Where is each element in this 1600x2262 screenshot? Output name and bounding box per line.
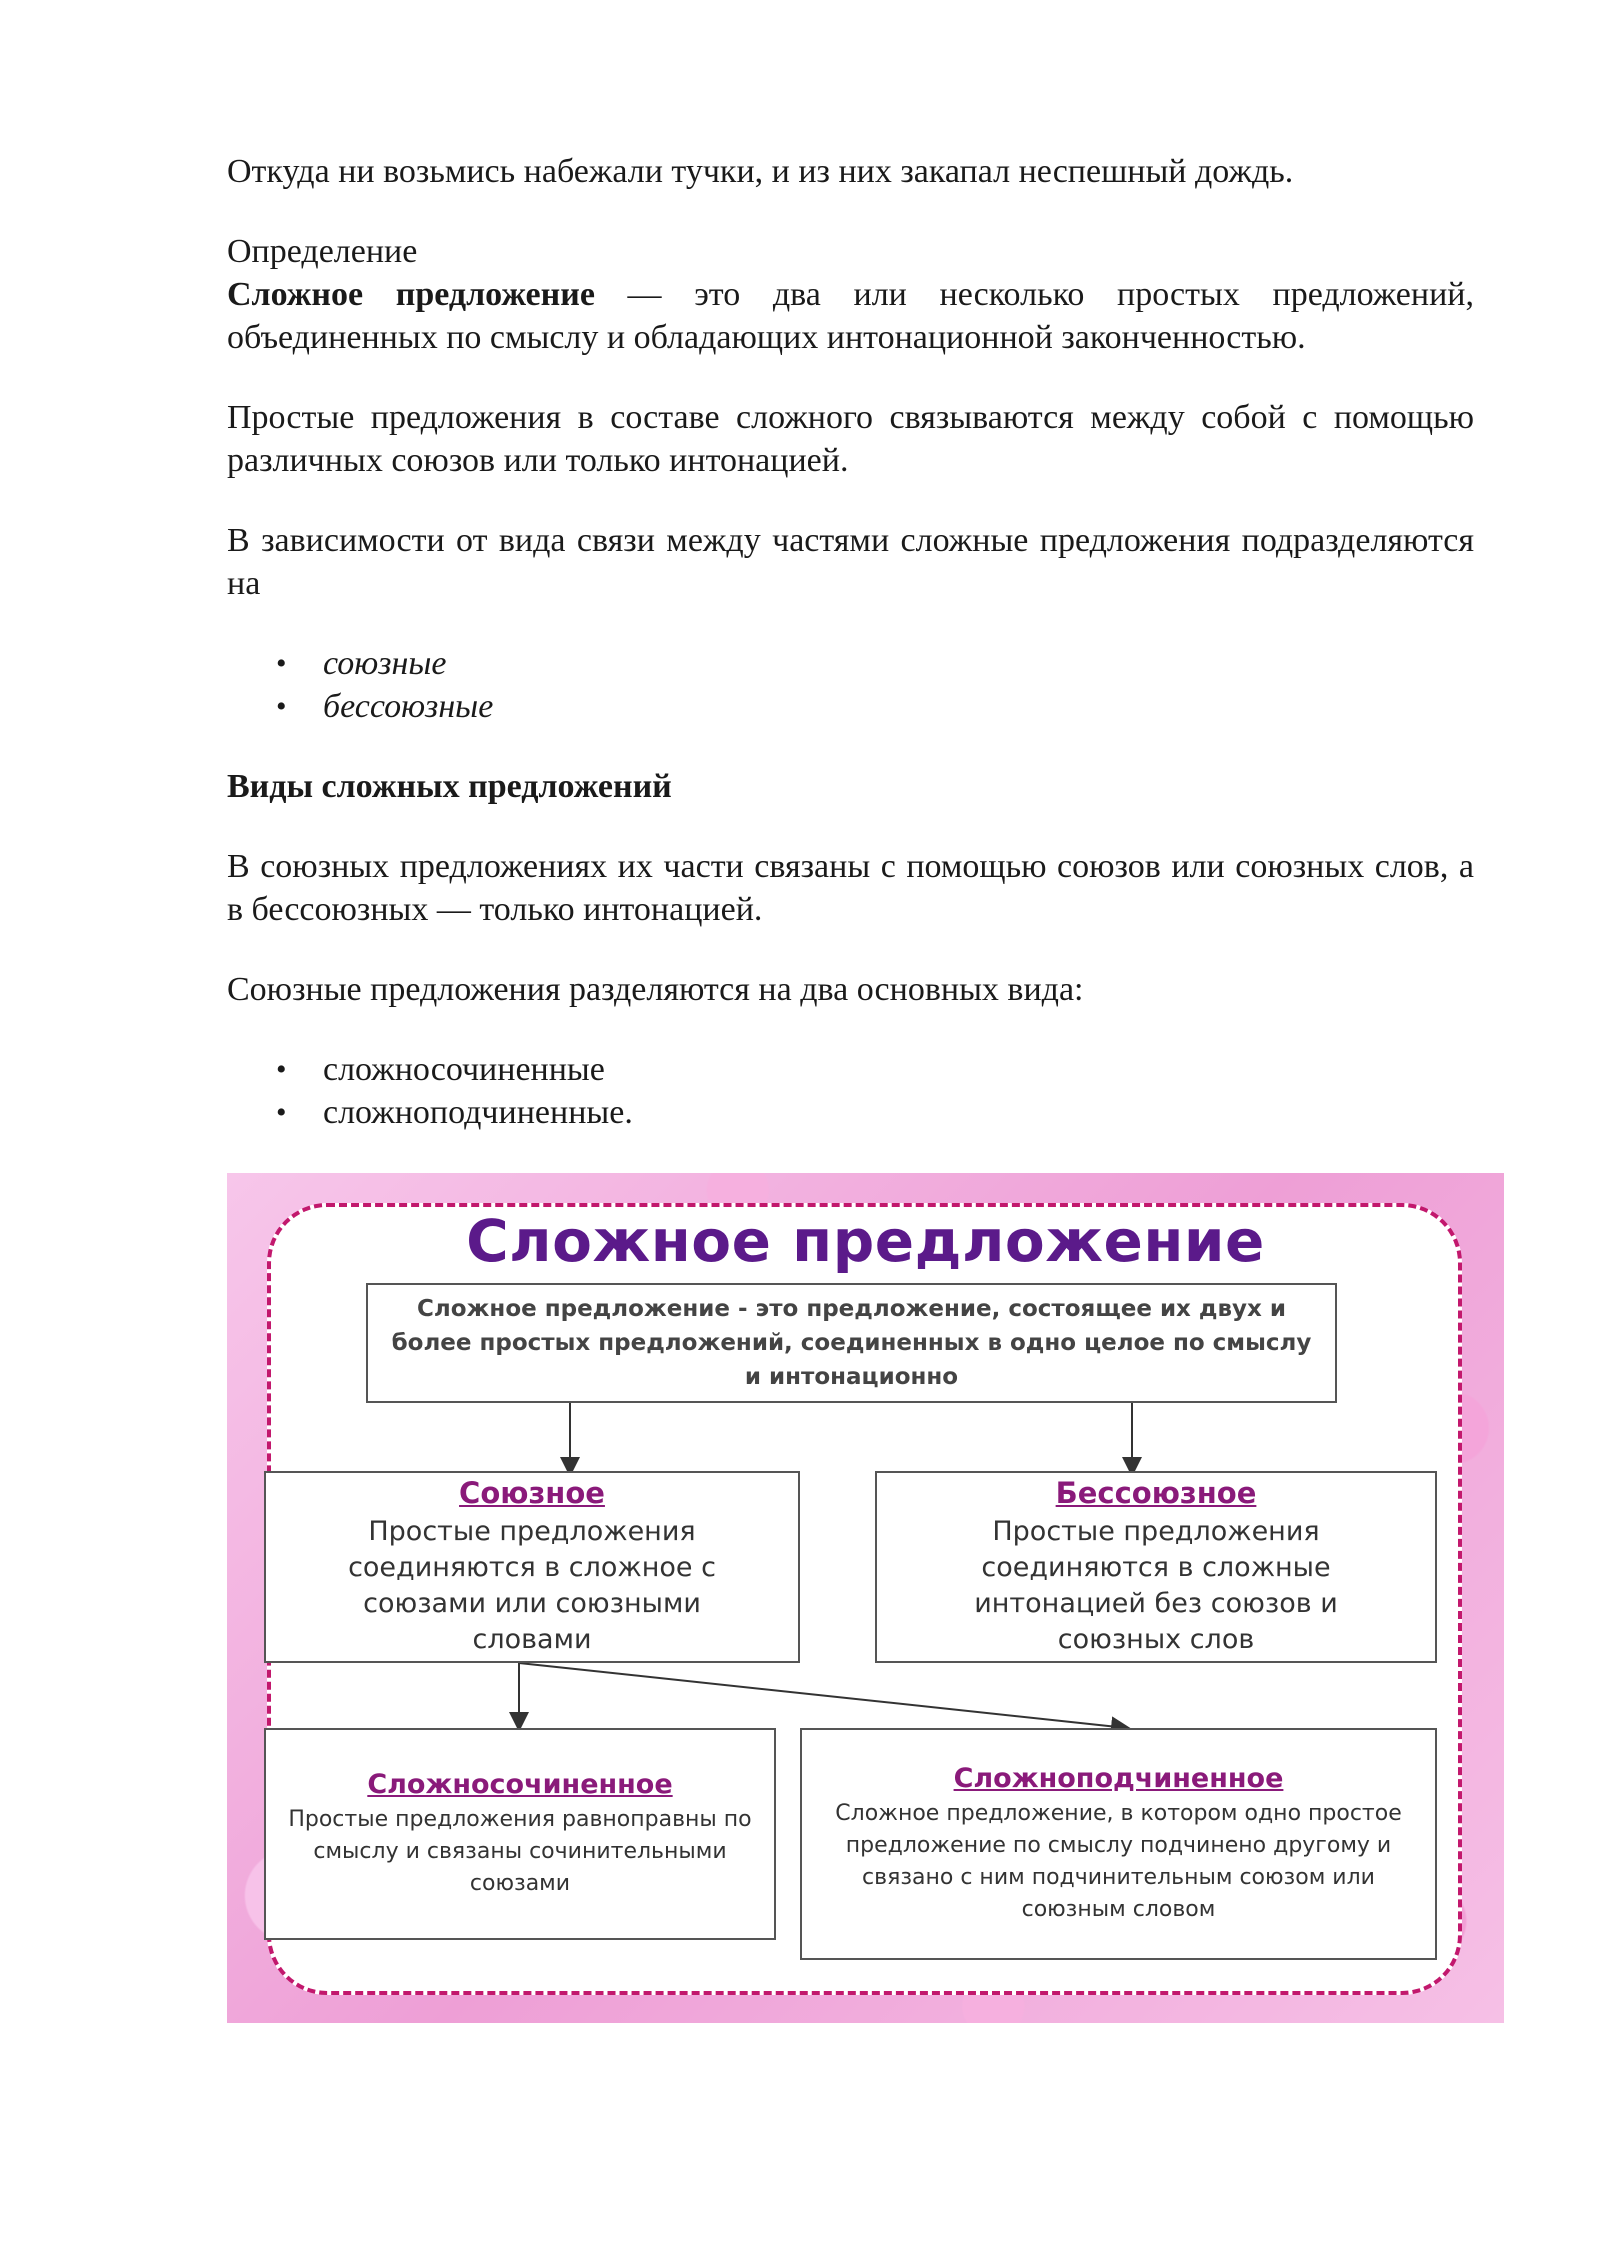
definition-term: Сложное предложение [227, 276, 595, 313]
compound-box [264, 1728, 776, 1940]
bullet-icon: • [276, 1096, 287, 1129]
nonconjunctive-box [875, 1471, 1437, 1663]
list-item: • сложносочиненные [227, 1048, 1474, 1091]
complex-box [800, 1728, 1437, 1960]
list-item: • сложноподчиненные. [227, 1091, 1474, 1134]
infographic-title: Сложное предложение [466, 1207, 1265, 1275]
compound-text: Простые предложения равноправны по смыслу и связаны сочинительными союзами [288, 1806, 752, 1896]
conjunctive-title: Союзное [459, 1476, 605, 1510]
complex-sentence-infographic [227, 1173, 1504, 2023]
arrow-to-complex [519, 1663, 1127, 1728]
definition-paragraph [227, 273, 1474, 359]
nonconjunctive-text: Простые предложения соединяются в сложные интонацией без союзов и союзных слов [974, 1516, 1338, 1655]
connection-paragraph: Простые предложения в составе сложного связываются между собой с помощью различных союзов или только интонацией. [227, 399, 1474, 479]
bullet-icon: • [276, 647, 287, 680]
bullet-icon: • [276, 1053, 287, 1086]
definition-box: Сложное предложение - это предложение, состоящее их двух и более простых предложений, соединенных в одно целое по смыслу и интонационно [366, 1283, 1337, 1403]
conjunctive-paragraph: В союзных предложениях их части связаны с помощью союзов или союзных слов, а в бессоюзных — только интонацией. [227, 848, 1474, 928]
intro-paragraph: Откуда ни возьмись набежали тучки, и из них закапал неспешный дождь. [227, 153, 1294, 190]
document-body [227, 150, 1474, 1171]
conjunctive-box [264, 1471, 800, 1663]
list-item: • бессоюзные [227, 685, 1474, 728]
types-list [227, 642, 1474, 728]
complex-title: Сложноподчиненное [953, 1762, 1284, 1794]
definition-text: — это два или несколько простых предложений, объединенных по смыслу и обладающих интонационной законченностью. [227, 276, 1474, 356]
conjunctive-text: Простые предложения соединяются в сложное с союзами или союзными словами [348, 1516, 716, 1655]
dependency-paragraph: В зависимости от вида связи между частями сложные предложения подразделяются на [227, 522, 1474, 602]
kinds-list [227, 1048, 1474, 1134]
definition-label: Определение [227, 233, 418, 270]
section-heading: Виды сложных предложений [227, 768, 672, 805]
nonconjunctive-title: Бессоюзное [1055, 1476, 1257, 1510]
kinds-paragraph: Союзные предложения разделяются на два основных вида: [227, 971, 1084, 1008]
bullet-icon: • [276, 690, 287, 723]
complex-text: Сложное предложение, в котором одно простое предложение по смыслу подчинено другому и связано с ним подчинительным союзом или союзным словом [835, 1800, 1402, 1922]
list-item: • союзные [227, 642, 1474, 685]
compound-title: Сложносочиненное [367, 1768, 673, 1800]
